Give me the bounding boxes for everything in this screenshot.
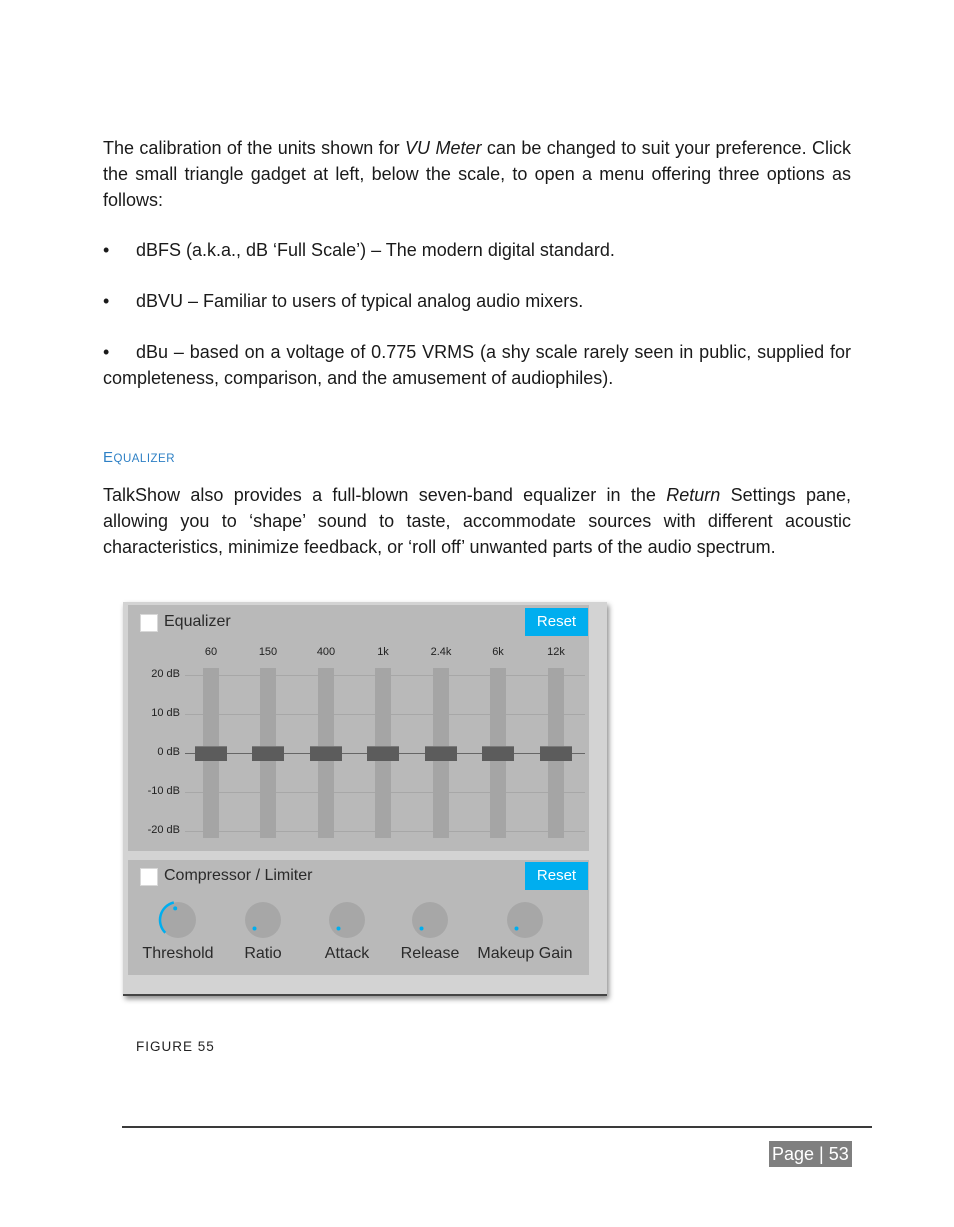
compressor-panel bbox=[128, 860, 589, 975]
equalizer-paragraph: TalkShow also provides a full-blown seven-band equalizer in the Return Settings pane, allowing you to ‘shape’ sound to taste, accommodate sources with different acoustic characteristics, minimize feedback, or ‘roll off’ unwanted parts of the audio spectrum. bbox=[103, 485, 852, 557]
compressor-enable-checkbox[interactable] bbox=[140, 868, 158, 886]
db-scale-label: -20 dB bbox=[147, 824, 180, 836]
section-heading: EQUALIZER bbox=[103, 449, 176, 466]
equalizer-reset-button[interactable]: Reset bbox=[525, 608, 588, 636]
band-frequency-label: 12k bbox=[547, 646, 565, 658]
figure-caption: FIGURE 55 bbox=[136, 1039, 215, 1054]
makeup-gain-knob[interactable] bbox=[507, 902, 543, 938]
band-frequency-label: 1k bbox=[377, 646, 389, 658]
knob-label: Makeup Gain bbox=[477, 945, 573, 962]
band-frequency-label: 150 bbox=[258, 646, 278, 658]
equalizer-panel bbox=[128, 605, 589, 851]
band-slider-handle[interactable] bbox=[252, 746, 284, 761]
band-slider-handle[interactable] bbox=[195, 746, 227, 761]
band-slider-handle[interactable] bbox=[310, 746, 342, 761]
knob-label: Release bbox=[400, 945, 460, 962]
knob-label: Ratio bbox=[244, 945, 282, 962]
compressor-title: Compressor / Limiter bbox=[164, 867, 313, 884]
equalizer-settings-figure bbox=[123, 602, 607, 996]
band-slider-handle[interactable] bbox=[482, 746, 514, 761]
release-knob[interactable] bbox=[412, 902, 448, 938]
band-frequency-label: 60 bbox=[204, 646, 218, 658]
footer-rule bbox=[122, 1126, 872, 1128]
equalizer-title: Equalizer bbox=[164, 613, 231, 630]
db-scale-label: 0 dB bbox=[157, 746, 180, 758]
compressor-reset-button[interactable]: Reset bbox=[525, 862, 588, 890]
db-scale-label: 10 dB bbox=[151, 707, 180, 719]
band-slider-handle[interactable] bbox=[540, 746, 572, 761]
bullet-item: • dBu – based on a voltage of 0.775 VRMS (a shy scale rarely seen in public, supplied for completeness, comparison, and the amusement of audiophiles). bbox=[103, 342, 851, 388]
intro-paragraph: The calibration of the units shown for VU Meter can be changed to suit your preference. Click the small triangle gadget at left, below the scale, to open a menu offering three options as follows: bbox=[103, 138, 851, 210]
bullet-item: • dBVU – Familiar to users of typical analog audio mixers. bbox=[103, 291, 584, 311]
db-scale-label: 20 dB bbox=[151, 668, 180, 680]
band-slider-handle[interactable] bbox=[425, 746, 457, 761]
ratio-knob[interactable] bbox=[245, 902, 281, 938]
bullet-item: • dBFS (a.k.a., dB ‘Full Scale’) – The modern digital standard. bbox=[103, 240, 615, 260]
band-frequency-label: 2.4k bbox=[430, 646, 452, 658]
knob-label: Attack bbox=[324, 945, 370, 962]
db-scale-label: -10 dB bbox=[147, 785, 180, 797]
threshold-knob[interactable] bbox=[160, 902, 196, 938]
page-number: Page | 53 bbox=[769, 1141, 852, 1167]
band-frequency-label: 6k bbox=[492, 646, 504, 658]
knob-label: Threshold bbox=[142, 945, 214, 962]
equalizer-enable-checkbox[interactable] bbox=[140, 614, 158, 632]
attack-knob[interactable] bbox=[329, 902, 365, 938]
band-frequency-label: 400 bbox=[316, 646, 336, 658]
band-slider-handle[interactable] bbox=[367, 746, 399, 761]
